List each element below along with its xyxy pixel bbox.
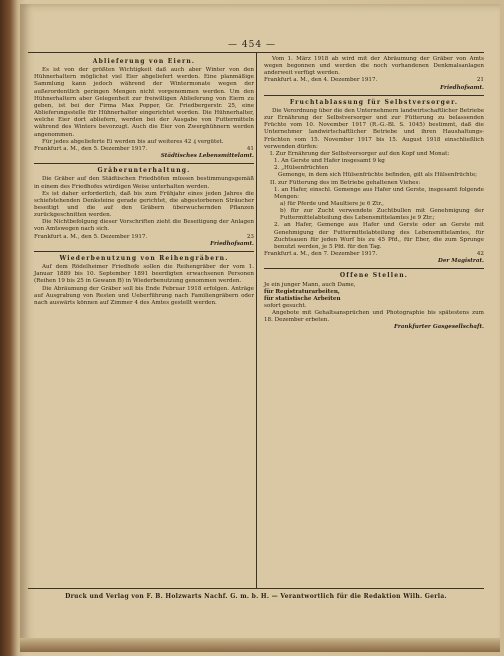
notice-number: 23 [246,233,254,240]
notice-date: Frankfurt a. M., den 7. Dezember 1917. [264,251,378,258]
paragraph: Auf dem Rödelheimer Friedhofe sollen die Reihengräber der vom 1. Januar 1889 bis 10. September 1891 beerdigten erwachsenen Personen (Reihen 19 bis 25 in Gewann B) in Wiederbenutzung genommen werden. [34,264,254,285]
date-line [34,234,254,241]
notice-number: 41 [246,145,254,152]
notice-signature: Frankfurter Gasgesellschaft. [393,324,484,331]
notice-number: 42 [476,251,484,258]
list-item: II. zur Fütterung des im Betriebe gehaltenen Viehes: [270,179,421,186]
paragraph: Die Abräumung der Gräber soll bis Ende Februar 1918 erfolgen. Anträge auf Ausgrabung von Resten und Ueberführung nach Familiengräbern oder nach auswärts können auf Zimmer 4 des Amtes gestellt werden. [34,285,254,306]
list-item: 1. An Gerste und Hafer insgesamt 9 kg [274,158,385,165]
section-divider [34,251,254,252]
paragraph: Angebote mit Gehaltsansprüchen und Photographie bis spätestens zum 18. Dezember erbeten. [264,310,484,324]
section-heading: Gräberunterhaltung. [97,167,191,175]
section-divider [264,95,484,96]
date-line [264,77,484,84]
section-divider [264,268,484,269]
paragraph: Vom 1. März 1918 ab wird mit der Abräumung der Gräber von Amts wegen begonnen und werden die noch vorhandenen Denkmalsanlagen anderweit verfügt werden. [264,56,484,77]
notice-signature: Friedhofsamt. [210,240,254,247]
list-item: a) für Pferde und Maultiere je 6 Ztr., [280,200,384,207]
notice-signature: Friedhofsamt. [440,84,484,91]
paragraph: Es ist von der größten Wichtigkeit daß auch aber Winter von den Hühnerhaltern möglichst viel Eier abgeliefert werden. Eine planmäßige Sammlung kann jedoch während der Wintermonate wegen der außerordentlich geringen Mengen nicht vorgenommen werden. Um den Hühnerhaltern aber Gelegenheit zur freiwilligen Ablieferung von Eiern zu geben, ist bei der Firma Max Popper, Gr. Friedbergerstr. 25, eine Ablieferungsstelle für Hühnerhalter eingerichtet worden. Die Hühnerhalter, welche Eier dort abliefern, werden bei der Ausgabe von Futtermitteln während des Winters bevorzugt. Auch die Eier von Zwerghühnern werden angenommen. [34,67,254,138]
page-edge [20,638,500,652]
notice-date: Frankfurt a. M., den 4. Dezember 1917. [264,77,378,84]
paragraph: Für jedes abgelieferte Ei werden bis auf weiteres 42 ₰ vergütet. [42,138,224,145]
imprint-line: Druck und Verlag von F. B. Holzwarts Nachf. G. m. b. H. — Verantwortlich für die Redaktion Wilh. Gerla. [65,593,447,600]
paragraph: Die Gräber auf den Städtischen Friedhöfen müssen bestimmungsgemäß in einem des Friedhofes würdigen Weise unterhalten werden. [34,176,254,190]
date-line [34,146,254,153]
paragraph: Je ein junger Mann, auch Dame, [264,281,356,288]
list-item: b) für zur Zucht verwendete Zuchtbullen mit Genehmigung der Futtermittelabteilung des Lebensmittelamtes je 9 Ztr.; [280,208,484,222]
notice-signature: Der Magistrat. [438,258,484,265]
notice-date: Frankfurt a. M., den 5. Dezember 1917. [34,145,148,152]
list-item: 2. „Hülsenfrüchten [274,165,329,172]
notice-date: Frankfurt a. M., den 5. Dezember 1917. [34,233,148,240]
column-separator [256,53,257,588]
right-column [264,56,484,332]
section-heading: Offene Stellen. [339,272,409,280]
list-item: Gemenge, in dem sich Hülsenfrüchte befinden, gilt als Hülsenfrüchte; [278,172,478,179]
paragraph: sofort gesucht. [264,303,307,309]
paragraph: für statistische Arbeiten [264,295,341,302]
paragraph: Es ist daher erforderlich, daß bis zum Frühjahr eines jeden Jahres die schiefstehenden Denksteine gerade gerichtet, die abgestorbenen Sträucher beseitigt und die auf den Gräbern überwuchernden Pflanzen zurückgeschnitten werden. [34,190,254,219]
section-heading: Ablieferung von Eiern. [92,58,196,65]
left-column [34,56,254,307]
page-number: — 454 — [228,40,276,50]
list-item: 1. an Hafer, einschl. Gemenge aus Hafer und Gerste, insgesamt folgende Mengen: [274,186,484,200]
list-item: I. Zur Ernährung der Selbstversorger auf den Kopf und Monat: [270,150,450,157]
notice-number: 21 [476,77,484,84]
section-divider [34,163,254,164]
paragraph: Die Verordnung über die den Unternehmern landwirtschaftlicher Betriebe zur Ernährung der Selbstversorger und zur Fütterung zu belassenden Früchte vom 10. November 1917 (R.-G.-Bl. S. 1045) bestimmt, daß die Unternehmer landwirtschaftlicher Betriebe und ihren Haushaltungs-Früchten vom 15. November 1917 bis 15. August 1918 einschließlich verwenden dürfen: [264,107,484,150]
notice-signature: Städtisches Lebensmittelamt. [160,153,254,160]
bottom-rule [28,588,484,589]
paragraph: Die Nichtbefolgung dieser Vorschriften zieht die Beseitigung der Anlagen von Amtswegen nach sich. [34,219,254,233]
paragraph: für Registraturarbeiten, [264,288,340,295]
date-line [264,251,484,258]
section-heading: Wiederbenutzung von Reihengräbern. [59,254,229,262]
section-heading: Fruchtablassung für Selbstversorger. [289,98,459,106]
list-item: 2. an Hafer, Gemenge aus Hafer und Gerste oder an Gerste mit Genehmigung der Futtermittelabteilung des Lebensmittelamtes, für Zuchtsauen für jeden Wurf bis zu 45 Pfd., für Eber, die zum Sprunge benutzt werden, je 5 Pfd. für den Tag. [274,222,484,250]
